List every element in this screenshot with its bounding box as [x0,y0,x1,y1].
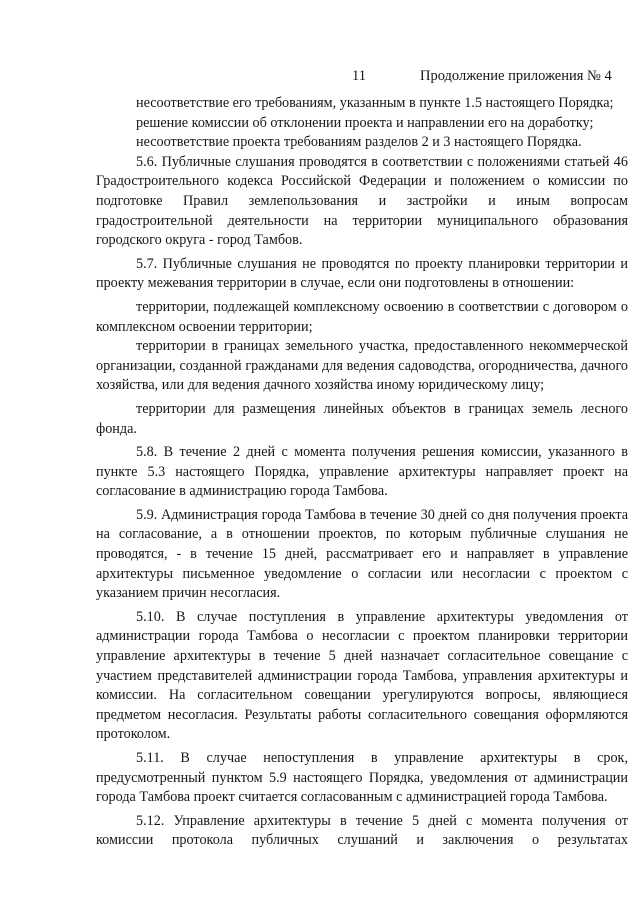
document-body [96,94,628,851]
paragraph-land-plot: территории в границах земельного участка, предоставленного некоммерческой организации, созданной гражданами для ведения садоводства, огородничества, дачного хозяйства, или для ведения дачного хозяйства иному юридическому лицу; [96,338,628,394]
paragraph-5-10: 5.10. В случае поступления в управление архитектуры уведомления от администрации города Тамбова о несогласии с проектом планировки территории управление архитектуры в течение 5 дней назначает согласительное совещание с участием представителей администрации города Тамбова, управления архитектуры и комиссии. На согласительном совещании урегулируются вопросы, являющиеся предметом несогласия. Результаты работы согласительного совещания оформляются протоколом. [96,608,628,743]
page-number: 11 [352,68,366,84]
paragraph-5-12: 5.12. Управление архитектуры в течение 5 дней с момента получения от комиссии протокола публичных слушаний и заключения о результатах [96,812,628,849]
paragraph-nonconformity-1-5: несоответствие его требованиям, указанным в пункте 1.5 настоящего Порядка; [136,95,614,111]
paragraph-complex-development: территории, подлежащей комплексному освоению в соответствии с договором о комплексном освоении территории; [96,298,628,335]
paragraph-5-8: 5.8. В течение 2 дней с момента получения решения комиссии, указанного в пункте 5.3 настоящего Порядка, управление архитектуры направляет проект на согласование в администрацию города Тамбова. [96,444,628,500]
paragraph-linear-objects: территории для размещения линейных объектов в границах земель лесного фонда. [96,400,628,437]
paragraph-5-7: 5.7. Публичные слушания не проводятся по проекту планировки территории и проекту межевания территории в случае, если они подготовлены в отношении: [96,255,628,292]
paragraph-5-9: 5.9. Администрация города Тамбова в течение 30 дней со дня получения проекта на согласование, а в отношении проектов, по которым публичные слушания не проводятся, - в течение 15 дней, рассматривает его и направляет в управление архитектуры письменное уведомление о согласии или несогласии с проектом с указанием причин несогласия. [96,506,628,602]
paragraph-nonconformity-sections: несоответствие проекта требованиям разделов 2 и 3 настоящего Порядка. [136,134,582,151]
paragraph-commission-rejection: решение комиссии об отклонении проекта и направлении его на доработку; [136,114,594,131]
appendix-continuation-title: Продолжение приложения № 4 [420,68,612,84]
paragraph-5-6: 5.6. Публичные слушания проводятся в соответствии с положениями статьей 46 Градостроительного кодекса Российской Федерации и положением о комиссии по подготовке Правил землепользования и застройки и иным вопросам градостроительной деятельности на территории муниципального образования городского округа - город Тамбов. [96,153,628,249]
paragraph-5-11: 5.11. В случае непоступления в управление архитектуры в срок, предусмотренный пунктом 5.9 настоящего Порядка, уведомления от администрации города Тамбова проект считается согласованным с администрацией города Тамбова. [96,750,628,806]
